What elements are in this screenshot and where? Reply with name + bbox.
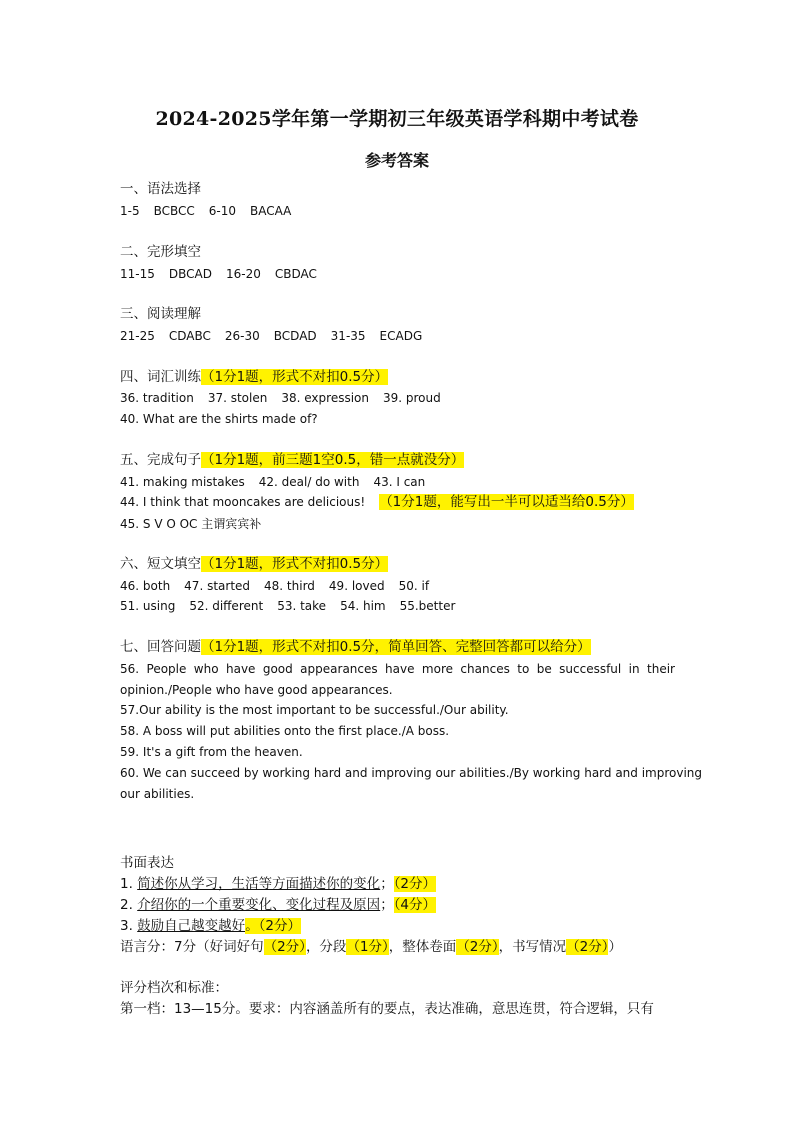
answer-item: 41. making mistakes [120, 475, 245, 489]
section-sentences-answers-1 [120, 474, 425, 490]
scoring-note: （1分1题，形式不对扣0.5分，简单回答、完整回答都可以给分） [201, 639, 591, 655]
answer-item: 51. using [120, 599, 176, 613]
answer-item: 39. proud [383, 391, 441, 405]
language-score-text: ，整体卷面 [388, 939, 457, 955]
answer-58: 58. A boss will put abilities onto the first place./A boss. [120, 724, 450, 738]
scoring-note: （2分） [393, 876, 437, 892]
scoring-note: （4分） [393, 897, 437, 913]
section-answer-questions-heading [120, 639, 591, 655]
section-vocabulary-answers-2: 40. What are the shirts made of? [120, 412, 318, 426]
language-score-text: 语言分：7分（好词好句 [120, 939, 264, 955]
answer-item: 55.better [399, 599, 456, 613]
section-grammar-heading: 一、语法选择 [120, 181, 201, 197]
grading-heading: 评分档次和标准： [120, 980, 228, 996]
answer-56-line-1: 56. People who have good appearances have more chances to be successful in their [120, 662, 675, 676]
answer-item: 48. third [264, 579, 315, 593]
heading-text: 七、回答问题 [120, 639, 201, 655]
scoring-note: （1分1题，形式不对扣0.5分） [201, 556, 389, 572]
answer-item: 52. different [189, 599, 264, 613]
item-separator: ； [380, 876, 394, 892]
document-title: 2024-2025学年第一学期初三年级英语学科期中考试卷 [155, 108, 639, 130]
grading-tier-1: 第一档：13—15分。要求：内容涵盖所有的要点，表达准确，意思连贯，符合逻辑，只有 [120, 1001, 654, 1017]
answer-60-line-2: our abilities. [120, 787, 195, 801]
item-separator: ； [380, 897, 394, 913]
answer-item: 44. I think that mooncakes are delicious! [120, 495, 366, 509]
answer-item: 36. tradition [120, 391, 194, 405]
section-sentences-answers-2 [120, 494, 634, 510]
section-grammar-answers [120, 203, 291, 219]
answer-item: 42. deal/ do with [258, 475, 360, 489]
item-number: 2. [120, 897, 133, 913]
section-cloze-heading: 二、完形填空 [120, 244, 201, 260]
section-vocabulary-heading [120, 369, 388, 385]
answer-item: 47. started [184, 579, 251, 593]
section-fill-blanks-answers-1 [120, 578, 429, 594]
heading-text: 五、完成句子 [120, 452, 201, 468]
answer-item: 50. if [398, 579, 430, 593]
heading-text: 四、词汇训练 [120, 369, 201, 385]
section-sentences-heading [120, 452, 464, 468]
section-fill-blanks-answers-2 [120, 598, 455, 614]
section-vocabulary-answers-1 [120, 390, 441, 406]
answer-60-line-1: 60. We can succeed by working hard and improving our abilities./By working hard and improving [120, 766, 703, 780]
scoring-note: （1分1题，形式不对扣0.5分） [201, 369, 389, 385]
answer-57: 57.Our ability is the most important to be successful./Our ability. [120, 703, 509, 717]
answer-group: CBDAC [274, 267, 317, 281]
writing-item-1 [120, 876, 436, 892]
answer-group: CDABC [168, 329, 211, 343]
item-text: 介绍你的一个重要变化、变化过程及原因 [137, 897, 381, 913]
scoring-note: （1分1题，能写出一半可以适当给0.5分） [379, 494, 634, 510]
item-text: 鼓励自己越变越好 [137, 918, 246, 934]
scoring-note: （2分） [456, 939, 499, 955]
document-subtitle: 参考答案 [364, 151, 429, 170]
answer-item: 43. I can [373, 475, 426, 489]
answer-item: 49. loved [328, 579, 385, 593]
range-label: 1-5 [120, 204, 140, 218]
item-text: 简述你从学习，生活等方面描述你的变化 [137, 876, 381, 892]
language-score-text: ，书写情况 [498, 939, 567, 955]
answer-group: DBCAD [168, 267, 212, 281]
answer-item: 37. stolen [207, 391, 268, 405]
section-cloze-answers [120, 266, 317, 282]
writing-heading: 书面表达 [120, 855, 174, 871]
writing-item-3 [120, 918, 301, 934]
answer-group: BCBCC [153, 204, 195, 218]
answer-item: 46. both [120, 579, 171, 593]
section-fill-blanks-heading [120, 556, 388, 572]
scoring-note: （1分） [346, 939, 389, 955]
item-number: 1. [120, 876, 133, 892]
answer-group: BCDAD [273, 329, 317, 343]
scoring-note: （2分） [263, 939, 306, 955]
answer-item: 53. take [277, 599, 327, 613]
item-number: 3. [120, 918, 133, 934]
answer-group: ECADG [379, 329, 423, 343]
range-label: 6-10 [208, 204, 237, 218]
language-score-line [120, 939, 622, 955]
scoring-note: （1分1题，前三题1空0.5，错一点就没分） [201, 452, 465, 468]
answer-item: 38. expression [281, 391, 369, 405]
answer-56-line-2: opinion./People who have good appearances. [120, 683, 393, 697]
answer-59: 59. It's a gift from the heaven. [120, 745, 303, 759]
writing-item-2 [120, 897, 436, 913]
range-label: 16-20 [225, 267, 261, 281]
language-score-text: ，分段 [305, 939, 347, 955]
range-label: 26-30 [224, 329, 260, 343]
range-label: 21-25 [120, 329, 155, 343]
language-score-text: ） [608, 939, 622, 955]
section-reading-answers [120, 328, 422, 344]
section-reading-heading: 三、阅读理解 [120, 306, 201, 322]
heading-text: 六、短文填空 [120, 556, 201, 572]
section-sentences-answers-3: 45. S V O OC 主谓宾宾补 [120, 517, 262, 531]
answer-group: BACAA [250, 204, 292, 218]
range-label: 11-15 [120, 267, 155, 281]
scoring-note: 。（2分） [245, 918, 302, 934]
answer-item: 54. him [340, 599, 386, 613]
scoring-note: （2分） [566, 939, 609, 955]
range-label: 31-35 [330, 329, 366, 343]
